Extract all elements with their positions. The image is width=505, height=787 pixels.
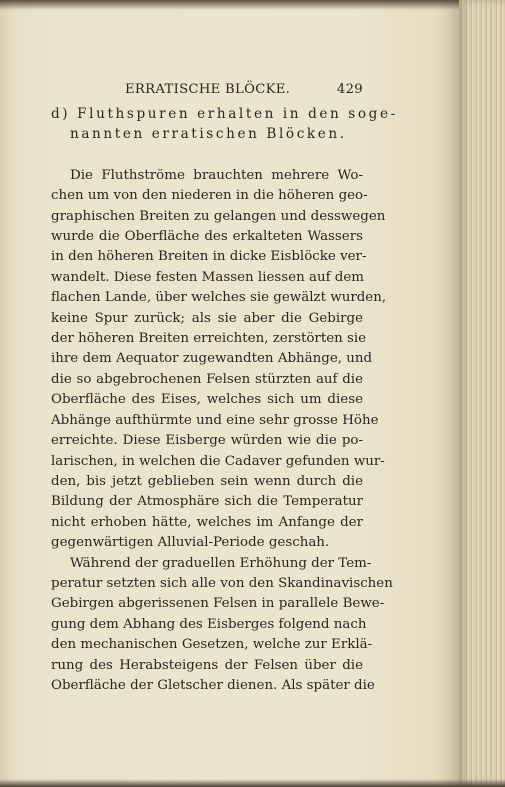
section-heading-line: nannten erratischen Blöcken. <box>70 126 347 143</box>
running-title: ERRATISCHE BLÖCKE. <box>125 82 291 97</box>
page-number: 429 <box>336 82 363 97</box>
text-line: den, bis jetzt geblieben sein wenn durch die <box>51 473 363 489</box>
text-line: graphischen Breiten zu gelangen und desswegen <box>51 208 386 224</box>
text-line: Gebirgen abgerissenen Felsen in parallele Bewe- <box>51 596 385 612</box>
text-line: rung des Herabsteigens der Felsen über die <box>51 657 363 673</box>
text-line: chen um von den niederen in die höheren geo- <box>51 188 368 204</box>
text-line: Oberfläche der Gletscher dienen. Als später die <box>51 677 375 693</box>
text-line: Die Fluthströme brauchten mehrere Wo- <box>70 167 363 183</box>
section-heading-line: d) Fluthspuren erhalten in den soge- <box>51 106 398 122</box>
text-line: Oberfläche des Eises, welches sich um diese <box>51 392 363 408</box>
text-line: keine Spur zurück; als sie aber die Gebirge <box>51 310 363 326</box>
page-bottom-edge <box>0 779 505 787</box>
text-line: der höheren Breiten erreichten, zerstörten sie <box>51 331 367 347</box>
text-line: erreichte. Diese Eisberge würden wie die po- <box>51 433 363 449</box>
paragraph <box>51 166 387 554</box>
page-text-block <box>51 80 398 696</box>
text-line: larischen, in welchen die Cadaver gefunden wur- <box>51 453 385 469</box>
text-line: ihre dem Aequator zugewandten Abhänge, und <box>51 351 373 367</box>
text-line: wurde die Oberfläche des erkalteten Wassers <box>51 229 363 245</box>
page-fore-edge <box>459 0 505 787</box>
paragraph <box>51 554 393 697</box>
text-line: die so abgebrochenen Felsen stürzten auf die <box>51 371 363 387</box>
text-line: wandelt. Diese festen Massen liessen auf dem <box>51 269 364 285</box>
page-top-edge <box>0 0 505 10</box>
running-header <box>51 80 363 104</box>
text-line: den mechanischen Gesetzen, welche zur Erklä- <box>51 637 373 653</box>
text-line: nicht erhoben hätte, welches im Anfange der <box>51 514 363 530</box>
text-line: Abhänge aufthürmte und eine sehr grosse Höhe <box>51 412 379 428</box>
text-line: in den höheren Breiten in dicke Eisblöcke ver- <box>51 249 367 265</box>
text-line: gegenwärtigen Alluvial-Periode geschah. <box>51 535 330 551</box>
text-line: flachen Lande, über welches sie gewälzt wurden, <box>51 290 387 306</box>
text-line: gung dem Abhang des Eisberges folgend nach <box>51 616 367 632</box>
text-line: peratur setzten sich alle von den Skandinavischen <box>51 575 393 591</box>
text-line: Bildung der Atmosphäre sich die Temperatur <box>51 494 363 510</box>
text-line: Während der graduellen Erhöhung der Tem- <box>70 555 372 571</box>
section-heading <box>51 104 398 145</box>
